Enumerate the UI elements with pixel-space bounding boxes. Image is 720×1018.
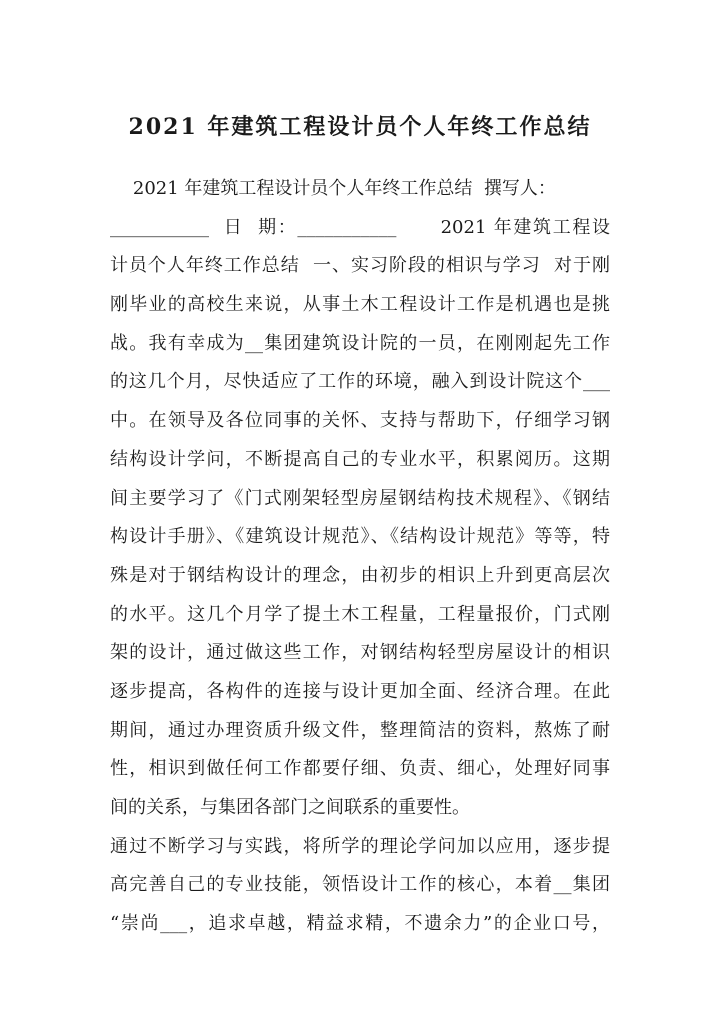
body-line: 间主要学习了《门式刚架轻型房屋钢结构技术规程》、《钢结 (110, 487, 610, 509)
body-line: 计员个人年终工作总结 一、实习阶段的相识与学习 对于刚 (110, 255, 610, 277)
body-line: 架的设计，通过做这些工作，对钢结构轻型房屋设计的相识 (110, 642, 610, 664)
body-line: 逐步提高，各构件的连接与设计更加全面、经济合理。在此 (110, 680, 610, 702)
body-line: 期间，通过办理资质升级文件，整理简洁的资料，熬炼了耐 (110, 719, 610, 741)
body-line: 殊是对于钢结构设计的理念，由初步的相识上升到更高层次 (110, 564, 610, 586)
body-line: “崇尚___，追求卓越，精益求精，不遗余力”的企业口号， (110, 913, 610, 935)
body-line: 性，相识到做任何工作都要仔细、负责、细心，处理好同事 (110, 758, 610, 780)
body-line: 刚毕业的高校生来说，从事土木工程设计工作是机遇也是挑 (110, 294, 610, 316)
body-line: 的水平。这几个月学了提土木工程量，工程量报价，门式刚 (110, 603, 610, 625)
body-line: 战。我有幸成为__集团建筑设计院的一员，在刚刚起先工作 (110, 332, 610, 354)
body-line: ___________ 日 期：___________ 2021 年建筑工程设 (110, 216, 610, 238)
document-body (110, 170, 610, 944)
body-line: 的这几个月，尽快适应了工作的环境，融入到设计院这个___ (110, 371, 610, 393)
body-line: 间的关系，与集团各部门之间联系的重要性。 (110, 797, 470, 818)
document-title: 2021 年建筑工程设计员个人年终工作总结 (128, 114, 592, 140)
body-line: 中。在领导及各位同事的关怀、支持与帮助下，仔细学习钢 (110, 410, 610, 432)
body-line: 2021 年建筑工程设计员个人年终工作总结 撰写人： (110, 178, 556, 199)
body-line: 结构设计学问，不断提高自己的专业水平，积累阅历。这期 (110, 448, 610, 470)
body-line: 高完善自己的专业技能，领悟设计工作的核心，本着__集团 (110, 874, 610, 896)
body-line: 通过不断学习与实践，将所学的理论学问加以应用，逐步提 (110, 835, 610, 857)
body-line: 构设计手册》、《建筑设计规范》、《结构设计规范》等等，特 (110, 526, 610, 548)
